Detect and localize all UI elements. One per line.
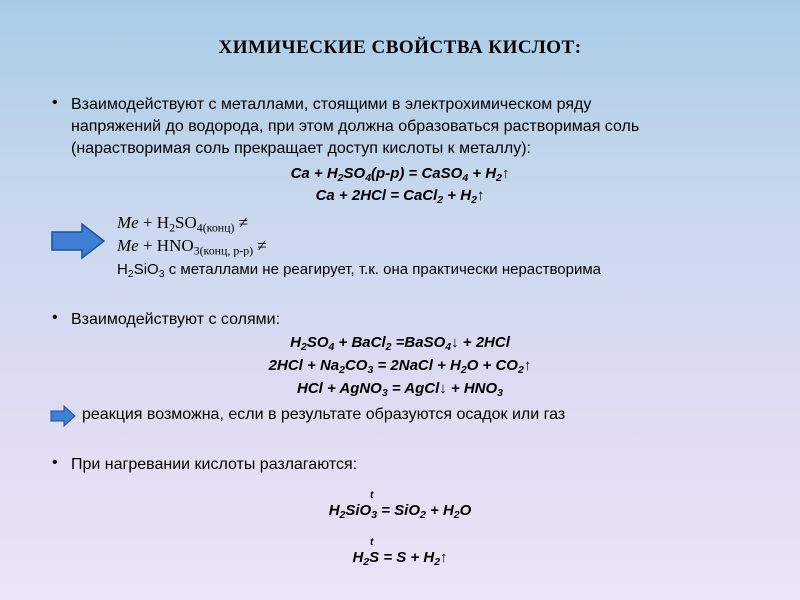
section1-line-3: (нарастворимая соль прекращает доступ кислоты к металлу):: [71, 140, 531, 157]
note-me-h2so4: $Me + H_2SO_{4(конц)}$ ≠: [117, 213, 249, 235]
reaction-condition-note: реакция возможна, если в результате образуются осадок или газ: [82, 406, 566, 423]
bullet-3: •: [52, 454, 58, 471]
note-me-hno3: $Me + HNO_{3(конц, р-р)}$ ≠: [117, 236, 267, 258]
section2-line: Взаимодействуют с солями:: [71, 311, 281, 328]
equation-ca-hcl: Ca + 2HCl = CaCl$_2$ + $H_2↑$: [315, 187, 485, 207]
section1-line-1: Взаимодействуют с металлами, стоящими в электрохимическом ряду: [71, 96, 592, 113]
right-arrow-icon: [50, 222, 106, 260]
equation-h2sio3-decomp: $H_2SiO_3 = SiO_2 + H_2O$: [328, 502, 472, 522]
slide-title: ХИМИЧЕСКИЕ СВОЙСТВА КИСЛОТ:: [218, 37, 582, 58]
equation-h2s-decomp: $H_2S = S$ + $H_2↑$: [352, 549, 448, 569]
heating-mark-2: t: [370, 537, 374, 548]
bullet-1: •: [52, 94, 58, 111]
note-h2sio3: $H_2SiO_3$ с металлами не реагирует, т.к. она практически нерастворима: [117, 261, 602, 281]
equation-hcl-na2co3: $2HCl + Na_2CO_3$ = 2NaCl + $H_2O$ + $CO_2↑$: [268, 357, 532, 377]
section1-text: [71, 94, 639, 160]
equation-ca-h2so4: $Ca + H_2SO_4(р-р)$ = CaSO$_4$ + $H_2↑$: [290, 165, 510, 185]
equation-hcl-agno3: HCl + AgNO$_3$ = AgCl↓ + $HNO_3$: [296, 380, 504, 400]
small-right-arrow-icon: [50, 405, 76, 427]
equation-h2so4-bacl2: $H_2SO_4$ + BaCl$_2$ =BaSO$_4$↓ + 2HCl: [290, 334, 510, 354]
section3-line: При нагревании кислоты разлагаются:: [71, 456, 358, 473]
section1-line-2: напряжений до водорода, при этом должна образоваться растворимая соль: [71, 118, 640, 135]
heating-mark-1: t: [370, 490, 374, 501]
bullet-2: •: [52, 309, 58, 326]
